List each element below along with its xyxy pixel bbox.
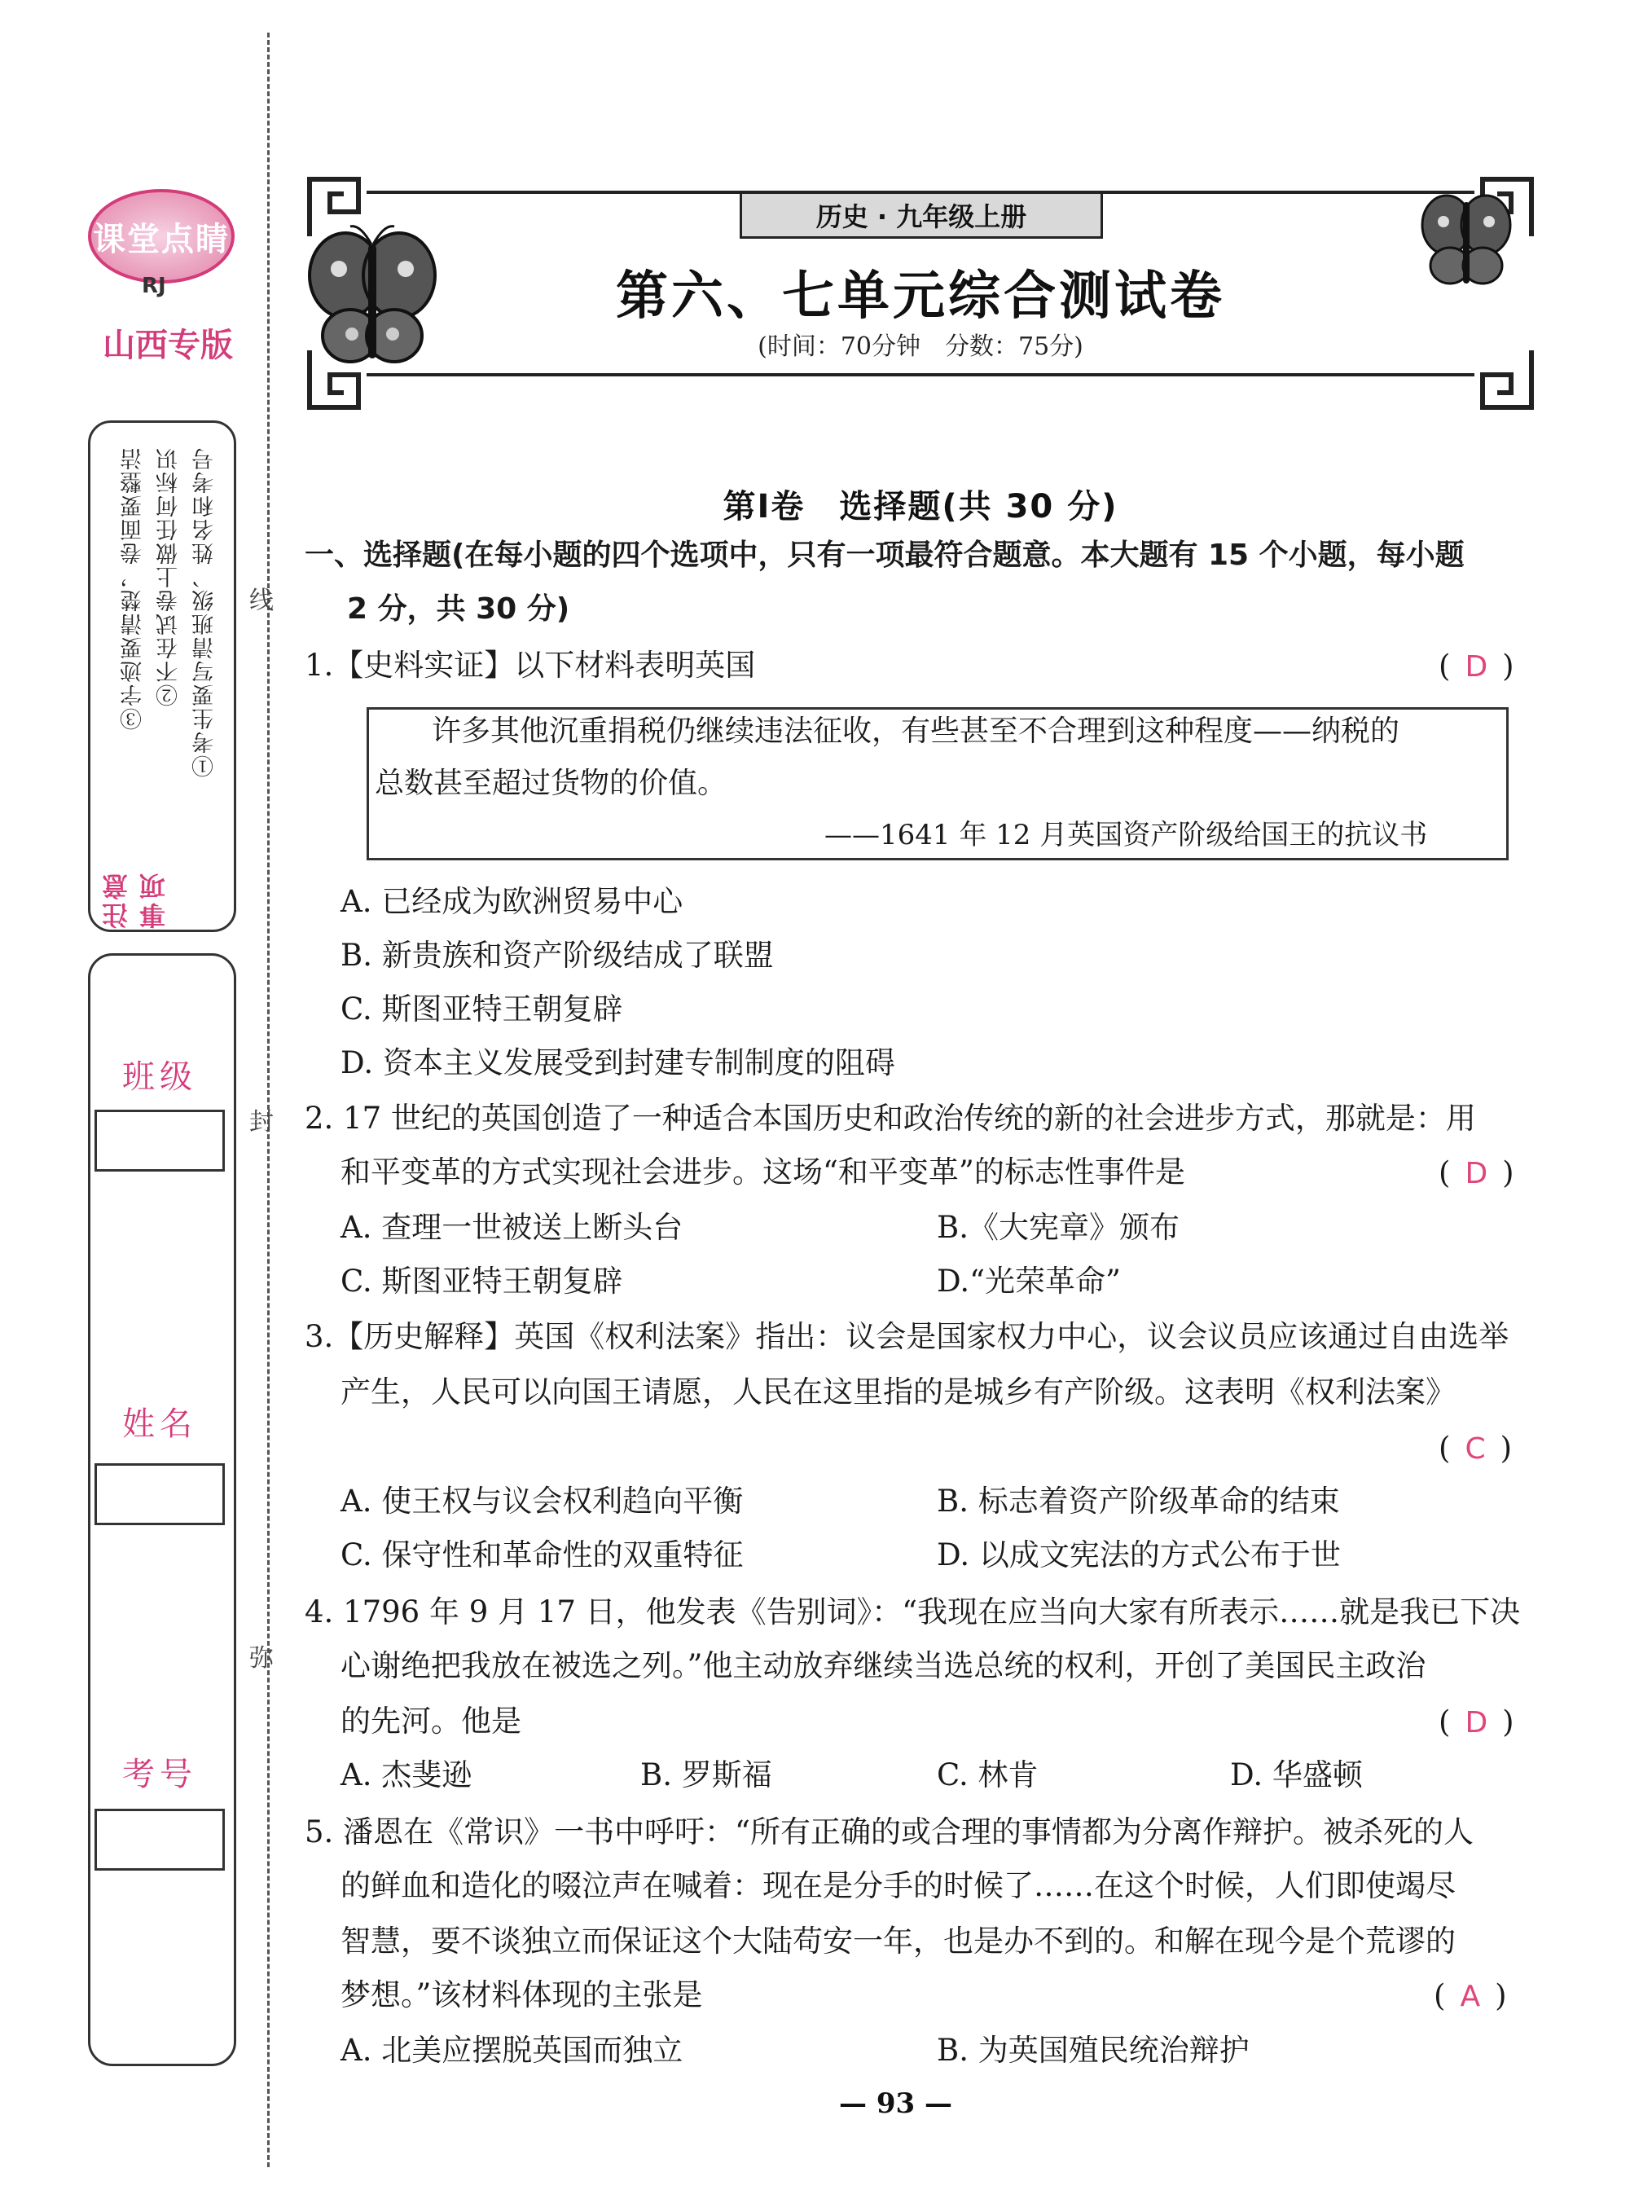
option[interactable]: D. 以成文宪法的方式公布于世 (937, 1537, 1341, 1572)
edition-label: 山西专版 (103, 327, 233, 364)
option[interactable]: B. 罗斯福 (640, 1757, 772, 1792)
answer-value: D (1465, 1706, 1488, 1739)
subject-tag: 历史 · 九年级上册 (740, 194, 1103, 239)
exam-number-field[interactable] (94, 1809, 225, 1871)
answer-paren: ( C ) (1439, 1431, 1513, 1466)
cut-line (267, 33, 270, 2167)
answer-paren: ( D ) (1439, 1704, 1514, 1739)
answer-value: D (1465, 1157, 1488, 1190)
page-title: 第六、七单元综合测试卷 (616, 266, 1225, 327)
section-title: 第Ⅰ卷 选择题(共 30 分) (723, 488, 1118, 526)
answer-value: A (1460, 1980, 1481, 2013)
name-label: 姓名 (122, 1405, 197, 1443)
option[interactable]: A. 北美应摆脱英国而独立 (341, 2033, 683, 2068)
header-rule-bottom (367, 373, 1474, 376)
brand-text: 课堂点睛 (93, 220, 230, 258)
question-stem: 5. 潘恩在《常识》一书中呼吁：“所有正确的或合理的事情都为分离作辩护。被杀死的人 (305, 1814, 1474, 1849)
question-stem: 智慧，要不谈独立而保证这个大陆苟安一年，也是办不到的。和解在现今是个荒谬的 (341, 1924, 1456, 1959)
notice-item: ②不在试卷上做任何标识 (156, 446, 182, 706)
butterfly-icon (303, 220, 442, 375)
option[interactable]: C. 斯图亚特王朝复辟 (341, 1264, 623, 1299)
question-stem: 心谢绝把我放在被选之列。”他主动放弃继续当选总统的权利，开创了美国民主政治 (341, 1648, 1426, 1683)
question-stem: 的鲜血和造化的啜泣声在喊着：现在是分手的时候了……在这个时候，人们即使竭尽 (341, 1868, 1456, 1903)
option[interactable]: B.《大宪章》颁布 (937, 1210, 1180, 1245)
cut-mark: 线 (249, 587, 274, 615)
page-number: — 93 — (839, 2087, 952, 2120)
notice-title: 注意事项 (101, 870, 169, 929)
option[interactable]: B. 新贵族和资产阶级结成了联盟 (341, 938, 774, 973)
option[interactable]: D. 华盛顿 (1230, 1757, 1363, 1792)
answer-value: C (1465, 1432, 1486, 1466)
question-stem: 的先河。他是 (341, 1704, 521, 1739)
notice-item: ③字迹要清楚，卷面要整洁 (121, 446, 146, 730)
option[interactable]: B. 为英国殖民统治辩护 (937, 2033, 1250, 2068)
question-stem: 2. 17 世纪的英国创造了一种适合本国历史和政治传统的新的社会进步方式，那就是：用 (305, 1101, 1476, 1136)
brand-logo (88, 189, 235, 284)
instruction: 一、选择题(在每小题的四个选项中，只有一项最符合题意。本大题有 15 个小题，每小题 (305, 539, 1465, 572)
option[interactable]: A. 杰斐逊 (341, 1757, 472, 1792)
exam-meta: (时间：70分钟 分数：75分) (758, 332, 1083, 361)
question-stem: 4. 1796 年 9 月 17 日，他发表《告别词》：“我现在应当向大家有所表示……就是我已下决 (305, 1594, 1521, 1629)
question-stem: 梦想。”该材料体现的主张是 (341, 1977, 703, 2012)
question-stem: 3.【历史解释】英国《权利法案》指出：议会是国家权力中心，议会议员应该通过自由选举 (305, 1319, 1509, 1354)
name-field[interactable] (94, 1463, 225, 1525)
option[interactable]: D.“光荣革命” (937, 1264, 1121, 1299)
option[interactable]: D. 资本主义发展受到封建专制制度的阻碍 (341, 1045, 895, 1080)
cut-mark: 弥 (249, 1644, 274, 1673)
class-label: 班级 (122, 1058, 197, 1096)
notice-item: ①考生要写清班级、姓名和考号 (192, 446, 217, 777)
cut-mark: 封 (249, 1108, 274, 1137)
option[interactable]: A. 查理一世被送上断头台 (341, 1210, 683, 1245)
brand-sub: RJ (142, 274, 166, 298)
option[interactable]: C. 保守性和革命性的双重特征 (341, 1537, 744, 1572)
option[interactable]: B. 标志着资产阶级革命的结束 (937, 1484, 1340, 1519)
quote-source: ——1641 年 12 月英国资产阶级给国王的抗议书 (824, 819, 1428, 851)
instruction: 2 分，共 30 分) (347, 592, 570, 626)
answer-paren: ( D ) (1439, 649, 1514, 684)
answer-paren: ( A ) (1434, 1978, 1507, 2013)
option[interactable]: C. 斯图亚特王朝复辟 (341, 992, 623, 1027)
quote-line: 许多其他沉重捐税仍继续违法征收，有些甚至不合理到这种程度——纳税的 (432, 715, 1400, 748)
butterfly-icon (1417, 186, 1515, 292)
class-field[interactable] (94, 1110, 225, 1172)
answer-value: D (1465, 650, 1488, 684)
question-stem: 产生，人民可以向国王请愿，人民在这里指的是城乡有产阶级。这表明《权利法案》 (341, 1374, 1456, 1409)
option[interactable]: C. 林肯 (937, 1757, 1039, 1792)
question-stem: 1.【史料实证】以下材料表明英国 (305, 648, 756, 683)
question-stem: 和平变革的方式实现社会进步。这场“和平变革”的标志性事件是 (341, 1154, 1185, 1190)
exam-number-label: 考号 (122, 1756, 197, 1793)
option[interactable]: A. 已经成为欧洲贸易中心 (341, 884, 683, 919)
corner-ornament-icon (1470, 342, 1540, 416)
answer-paren: ( D ) (1439, 1155, 1514, 1190)
option[interactable]: A. 使王权与议会权利趋向平衡 (341, 1484, 744, 1519)
quote-line: 总数甚至超过货物的价值。 (375, 767, 727, 800)
